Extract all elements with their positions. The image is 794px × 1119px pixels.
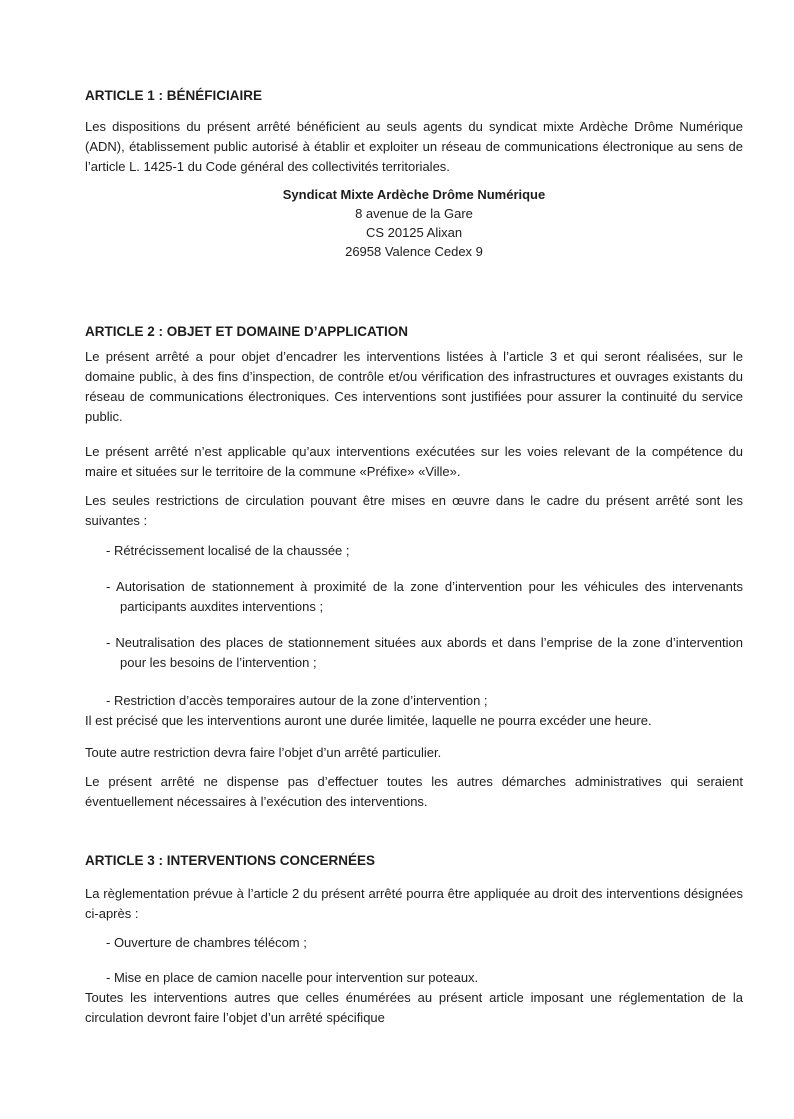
article-3-paragraph-intro: La règlementation prévue à l’article 2 du présent arrêté pourra être appliquée au droit des interventions désignées ci-après :	[85, 886, 743, 921]
article-2-paragraph-duree: Il est précisé que les interventions auront une durée limitée, laquelle ne pourra excéder une heure.	[85, 713, 652, 728]
article-2-paragraph-dispense: Le présent arrêté ne dispense pas d’effectuer toutes les autres démarches administratives qui seraient éventuellement nécessaires à l’exécution des interventions.	[85, 774, 743, 809]
article-2-heading: ARTICLE 2 : OBJET ET DOMAINE D’APPLICATION	[85, 324, 409, 339]
article-2-paragraph-applicable: Le présent arrêté n’est applicable qu’aux interventions exécutées sur les voies relevant de la compétence du maire et situées sur le territoire de la commune «Préfixe» «Ville».	[85, 444, 743, 479]
address-street: 8 avenue de la Gare	[355, 206, 473, 221]
address-box: CS 20125 Alixan	[365, 225, 463, 240]
intervention-list-item: - Mise en place de camion nacelle pour intervention sur poteaux.	[106, 970, 479, 985]
restriction-list-item: - Restriction d’accès temporaires autour de la zone d’intervention ;	[106, 693, 488, 708]
restriction-list-item: - Autorisation de stationnement à proximité de la zone d’intervention pour les véhicules des intervenants participants auxdites interventions ;	[106, 579, 743, 614]
article-3-paragraph-autres: Toutes les interventions autres que celles énumérées au présent article imposant une réglementation de la circulation devront faire l’objet d’un arrêté spécifique	[85, 990, 743, 1025]
article-3-heading: ARTICLE 3 : INTERVENTIONS CONCERNÉES	[85, 853, 376, 868]
address-city: 26958 Valence Cedex 9	[345, 244, 483, 259]
article-2-paragraph-restrictions-intro: Les seules restrictions de circulation pouvant être mises en œuvre dans le cadre du présent arrêté sont les suivantes :	[85, 493, 743, 528]
restriction-list-item: - Rétrécissement localisé de la chaussée ;	[106, 543, 350, 558]
restriction-list-item: - Neutralisation des places de stationnement situées aux abords et dans l’emprise de la zone d’intervention pour les besoins de l’intervention ;	[106, 635, 743, 670]
address-block	[85, 185, 743, 261]
address-organization-name: Syndicat Mixte Ardèche Drôme Numérique	[282, 187, 546, 202]
article-2-paragraph-objet: Le présent arrêté a pour objet d’encadrer les interventions listées à l’article 3 et qui seront réalisées, sur le domaine public, à des fins d’inspection, de contrôle et/ou vérification des infrastructures et ouvrages existants du réseau de communications électroniques. Ces interventions sont justifiées pour assurer la continuité du service public.	[85, 349, 743, 424]
article-2-paragraph-autre-restriction: Toute autre restriction devra faire l’objet d’un arrêté particulier.	[85, 745, 442, 760]
article-1-paragraph-beneficiaire: Les dispositions du présent arrêté bénéficient au seuls agents du syndicat mixte Ardèche Drôme Numérique (ADN), établissement public autorisé à établir et exploiter un réseau de communications électronique au sens de l’article L. 1425-1 du Code général des collectivités territoriales.	[85, 119, 743, 174]
intervention-list-item: - Ouverture de chambres télécom ;	[106, 935, 307, 950]
article-1-heading: ARTICLE 1 : BÉNÉFICIAIRE	[85, 88, 263, 103]
